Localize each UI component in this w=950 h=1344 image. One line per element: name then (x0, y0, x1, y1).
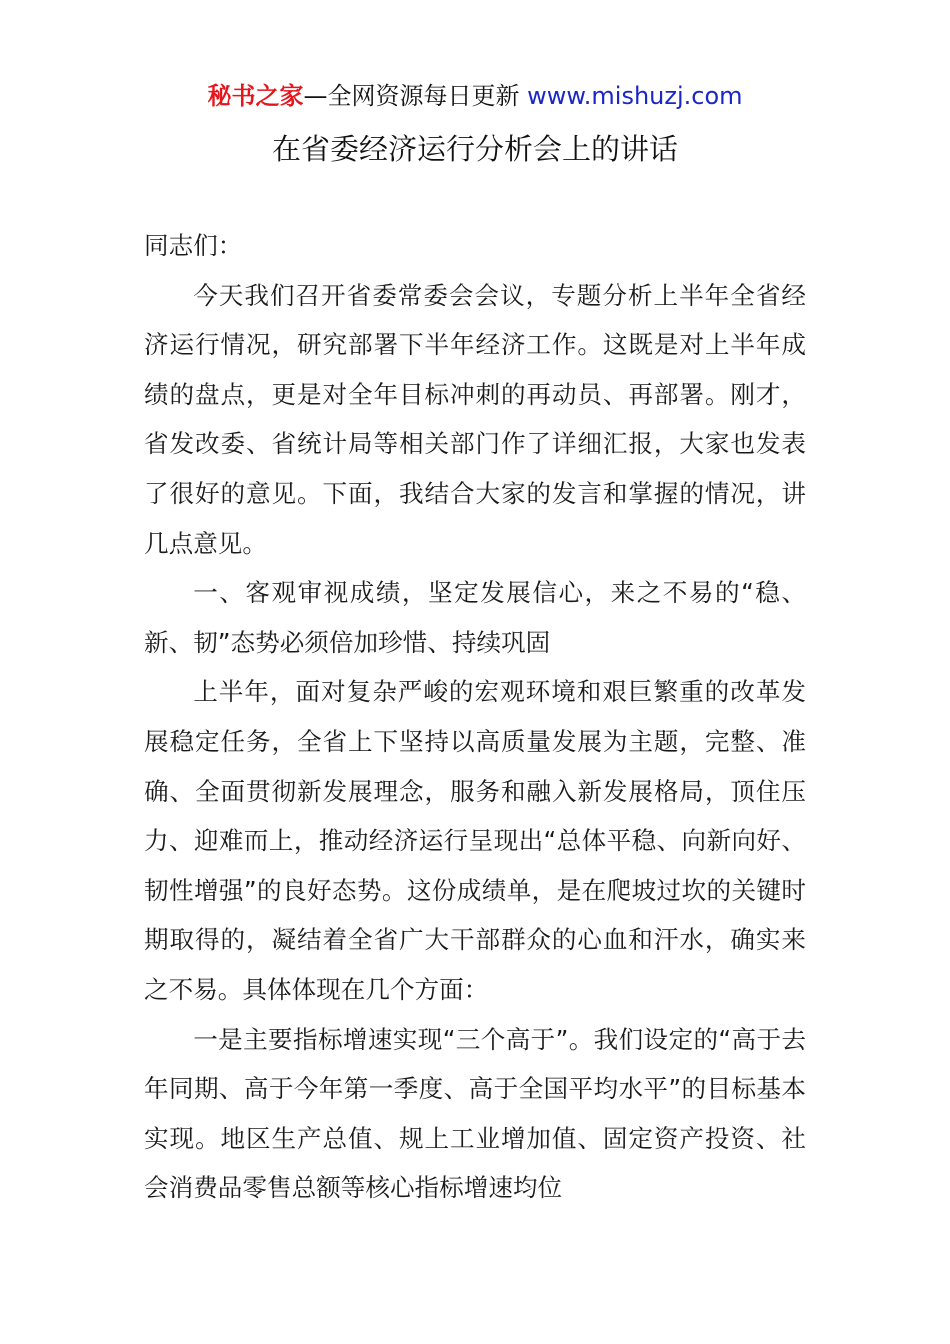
paragraph-first-half-review: 上半年，面对复杂严峻的宏观环境和艰巨繁重的改革发展稳定任务，全省上下坚持以高质量发展为主题，完整、准确、全面贯彻新发展理念，服务和融入新发展格局，顶住压力、迎难而上，推动经济运行呈现出“总体平稳、向新向好、韧性增强”的良好态势。这份成绩单，是在爬坡过坎的关键时期取得的，凝结着全省广大干部群众的心血和汗水，确实来之不易。具体体现在几个方面： (144, 677, 806, 1004)
document-body (144, 221, 806, 1213)
site-header (0, 80, 950, 112)
brand-name: 秘书之家 (207, 82, 304, 110)
document-title: 在省委经济运行分析会上的讲话 (271, 132, 678, 166)
paragraph-three-higher: 一是主要指标增速实现“三个高于”。我们设定的“高于去年同期、高于今年第一季度、高于全国平均水平”的目标基本实现。地区生产总值、规上工业增加值、固定资产投资、社会消费品零售总额等核心指标增速均位 (144, 1024, 806, 1203)
site-url-link[interactable]: www.mishuzj.com (527, 82, 743, 110)
paragraph-intro: 今天我们召开省委常委会会议，专题分析上半年全省经济运行情况，研究部署下半年经济工作。这既是对上半年成绩的盘点，更是对全年目标冲刺的再动员、再部署。刚才，省发改委、省统计局等相关部门作了详细汇报，大家也发表了很好的意见。下面，我结合大家的发言和掌握的情况，讲几点意见。 (144, 280, 806, 558)
site-slogan: —全网资源每日更新 (303, 82, 528, 110)
salutation: 同志们： (144, 231, 243, 260)
section-heading-1: 一、客观审视成绩，坚定发展信心，来之不易的“稳、新、韧”态势必须倍加珍惜、持续巩固 (144, 578, 806, 657)
